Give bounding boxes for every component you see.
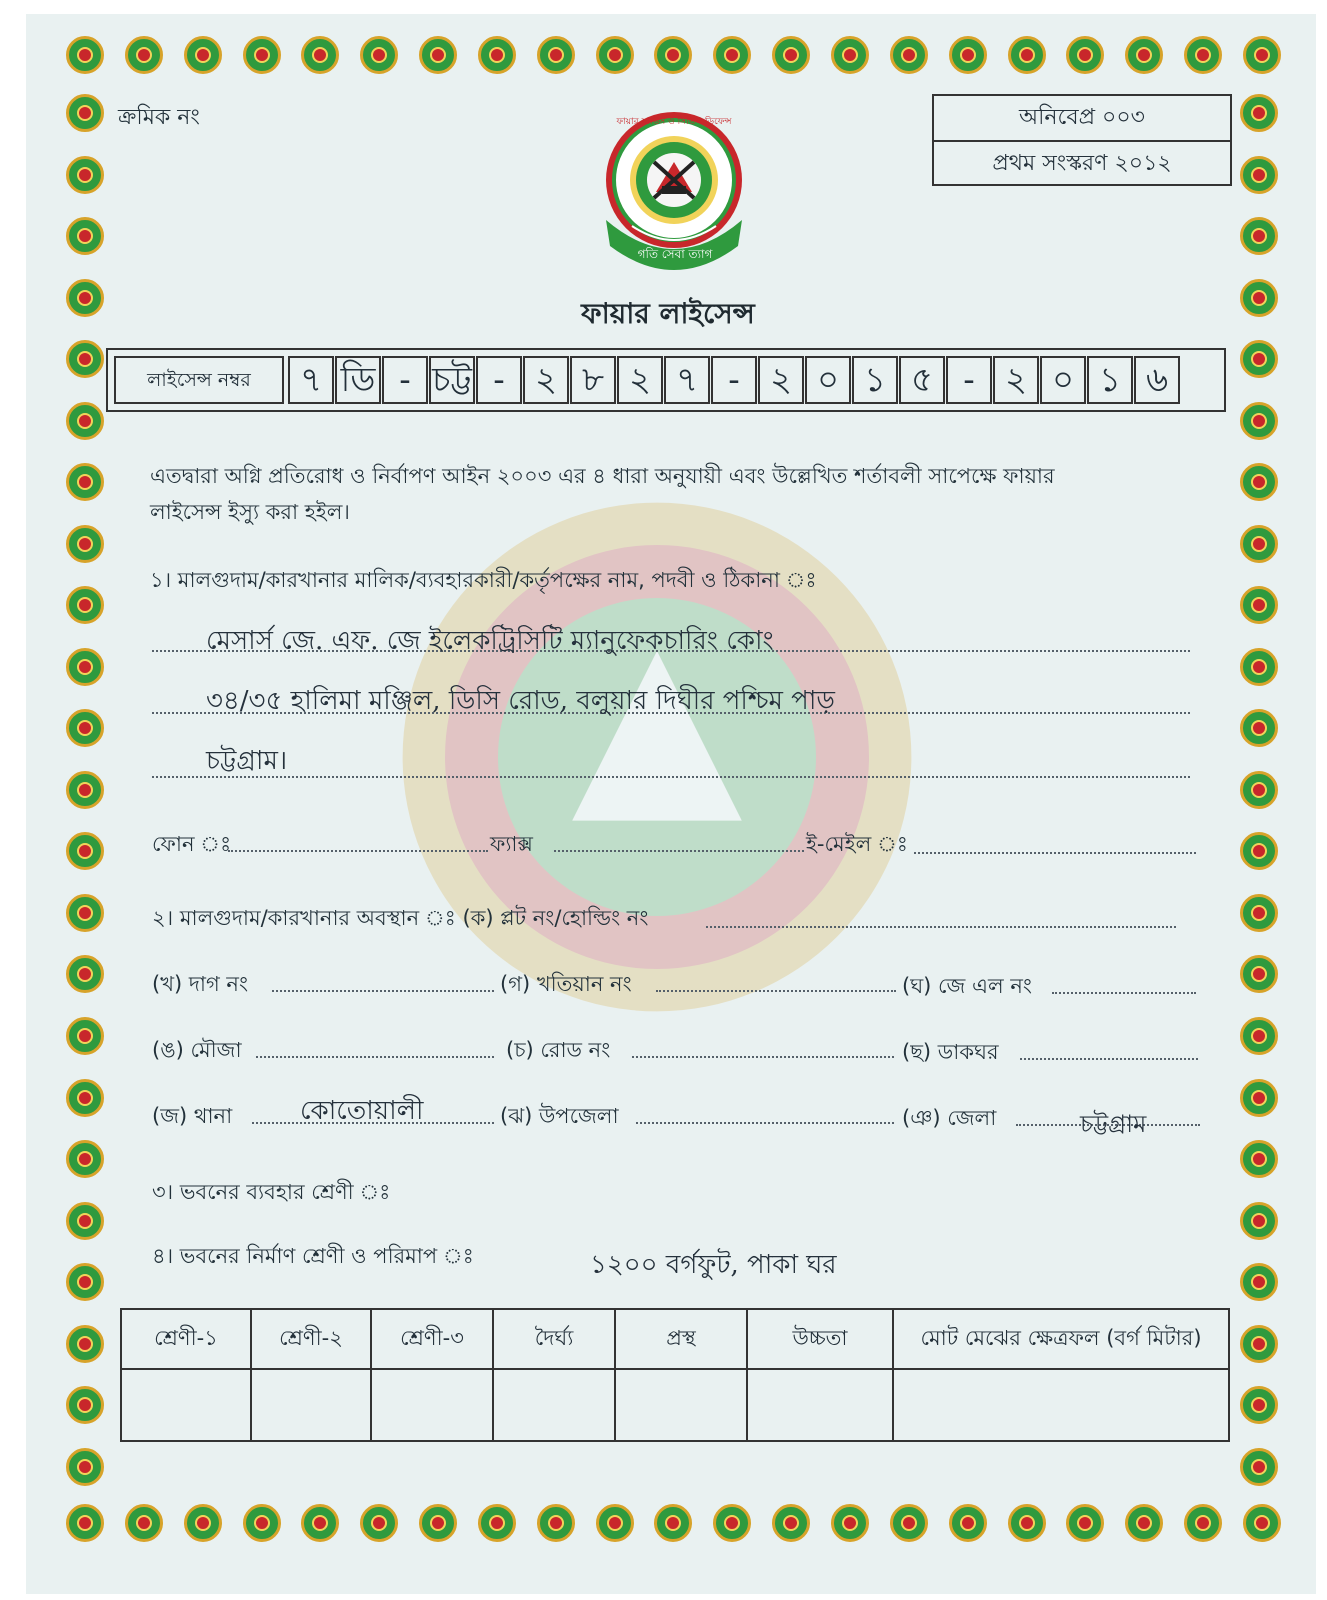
medallion-icon — [419, 36, 457, 74]
emblem-country: বাংলাদেশ — [652, 222, 696, 235]
medallion-icon — [66, 1325, 104, 1363]
medallion-icon — [772, 1504, 810, 1542]
medallion-icon — [831, 36, 869, 74]
medallion-icon — [66, 36, 104, 74]
medallion-icon — [1243, 1504, 1281, 1542]
medallion-icon — [596, 1504, 634, 1542]
page-title: ফায়ার লাইসেন্স — [581, 297, 755, 330]
medallion-icon — [1240, 709, 1278, 747]
mouza-field — [256, 1056, 494, 1058]
medallion-icon — [66, 832, 104, 870]
medallion-icon — [537, 1504, 575, 1542]
khatian-label: (গ) খতিয়ান নং — [500, 972, 632, 996]
medallion-icon — [1240, 1263, 1278, 1301]
medallion-icon — [537, 36, 575, 74]
medallion-icon — [66, 894, 104, 932]
medallion-icon — [890, 36, 928, 74]
license-number-label: লাইসেন্স নম্বর — [114, 356, 284, 404]
medallion-icon — [1240, 525, 1278, 563]
construction-value: ১২০০ বর্গফুট, পাকা ঘর — [590, 1250, 837, 1280]
medallion-icon — [66, 525, 104, 563]
border-bottom — [66, 1504, 1281, 1542]
table-cell[interactable] — [371, 1369, 493, 1441]
license-char-box: - — [382, 356, 428, 404]
medallion-icon — [1240, 402, 1278, 440]
header-height: উচ্চতা — [747, 1309, 893, 1369]
fax-label: ফ্যাক্স — [490, 832, 533, 856]
medallion-icon — [713, 1504, 751, 1542]
road-label: (চ) রোড নং — [506, 1038, 611, 1062]
medallion-icon — [1240, 463, 1278, 501]
medallion-icon — [1240, 1202, 1278, 1240]
medallion-icon — [1240, 340, 1278, 378]
medallion-icon — [1240, 771, 1278, 809]
edition-text: প্রথম সংস্করণ ২০১২ — [992, 151, 1172, 176]
medallion-icon — [1008, 36, 1046, 74]
emblem-motto: গতি সেবা ত্যাগ — [637, 247, 713, 261]
email-label: ই-মেইল ঃ — [806, 832, 908, 856]
medallion-icon — [890, 1504, 928, 1542]
header-length: দৈর্ঘ্য — [493, 1309, 615, 1369]
khatian-field — [656, 990, 896, 992]
form-code: অনিবেপ্র ০০৩ — [934, 96, 1230, 142]
medallion-icon — [66, 1079, 104, 1117]
postoffice-label: (ছ) ডাকঘর — [902, 1040, 999, 1064]
intro-line-2: লাইসেন্স ইস্যু করা হইল। — [150, 500, 350, 524]
medallion-icon — [66, 1504, 104, 1542]
table-cell[interactable] — [493, 1369, 615, 1441]
medallion-icon — [1240, 586, 1278, 624]
medallion-icon — [1240, 955, 1278, 993]
medallion-icon — [1240, 1386, 1278, 1424]
medallion-icon — [1240, 1140, 1278, 1178]
medallion-icon — [243, 36, 281, 74]
license-number-box — [106, 348, 1226, 412]
jl-field — [1052, 992, 1196, 994]
license-char-box: ৮ — [570, 356, 616, 404]
license-char-box: ১ — [1087, 356, 1133, 404]
license-char-box: ৫ — [899, 356, 945, 404]
medallion-icon — [66, 1386, 104, 1424]
table-cell[interactable] — [747, 1369, 893, 1441]
thana-label: (জ) থানা — [152, 1104, 233, 1128]
medallion-icon — [596, 36, 634, 74]
license-char-box: ৭ — [664, 356, 710, 404]
medallion-icon — [184, 1504, 222, 1542]
medallion-icon — [1008, 1504, 1046, 1542]
table-cell[interactable] — [893, 1369, 1229, 1441]
license-number-characters — [288, 356, 1181, 404]
medallion-icon — [66, 771, 104, 809]
section-3-label: ৩। ভবনের ব্যবহার শ্রেণী ঃ — [152, 1180, 391, 1204]
header-total-area: মোট মেঝের ক্ষেত্রফল (বর্গ মিটার) — [893, 1309, 1229, 1369]
medallion-icon — [1240, 648, 1278, 686]
license-char-box: চট্ট — [429, 356, 475, 404]
medallion-icon — [1240, 279, 1278, 317]
medallion-icon — [419, 1504, 457, 1542]
medallion-icon — [66, 156, 104, 194]
medallion-icon — [66, 340, 104, 378]
owner-name: মেসার্স জে. এফ. জে ইলেকট্রিসিটি ম্যানুফেকচারিং কোং — [206, 626, 774, 656]
building-measurement-table — [120, 1308, 1230, 1442]
medallion-icon — [66, 1140, 104, 1178]
medallion-icon — [949, 36, 987, 74]
medallion-icon — [66, 217, 104, 255]
medallion-icon — [66, 1448, 104, 1486]
table-cell[interactable] — [121, 1369, 251, 1441]
serial-number-label: ক্রমিক নং — [118, 105, 200, 130]
owner-address: ৩৪/৩৫ হালিমা মঞ্জিল, ডিসি রোড, বলুয়ার দিঘীর পশ্চিম পাড় — [206, 686, 835, 716]
medallion-icon — [66, 1263, 104, 1301]
table-header-row — [121, 1309, 1229, 1369]
medallion-icon — [66, 648, 104, 686]
medallion-icon — [1240, 217, 1278, 255]
section-1-label: ১। মালগুদাম/কারখানার মালিক/ব্যবহারকারী/কর্তৃপক্ষের নাম, পদবী ও ঠিকানা ঃ — [150, 568, 817, 592]
upazila-label: (ঝ) উপজেলা — [500, 1104, 619, 1128]
table-cell[interactable] — [615, 1369, 747, 1441]
border-left — [66, 94, 104, 1486]
medallion-icon — [66, 955, 104, 993]
medallion-icon — [478, 1504, 516, 1542]
intro-line-1: এতদ্বারা অগ্নি প্রতিরোধ ও নির্বাপণ আইন ২০০৩ এর ৪ ধারা অনুযায়ী এবং উল্লেখিত শর্তাবলী সাপেক্ষে ফায়ার — [150, 464, 1055, 488]
mouza-label: (ঙ) মৌজা — [152, 1038, 242, 1062]
medallion-icon — [125, 36, 163, 74]
medallion-icon — [1125, 36, 1163, 74]
medallion-icon — [66, 463, 104, 501]
medallion-icon — [66, 1017, 104, 1055]
border-top — [66, 36, 1281, 74]
medallion-icon — [1240, 1079, 1278, 1117]
owner-line-3 — [152, 776, 1190, 778]
road-field — [632, 1056, 894, 1058]
medallion-icon — [1240, 156, 1278, 194]
district-value: চট্টগ্রাম — [1080, 1110, 1147, 1138]
header-class-3: শ্রেণী-৩ — [371, 1309, 493, 1369]
medallion-icon — [1240, 94, 1278, 132]
medallion-icon — [66, 402, 104, 440]
license-char-box: ০ — [805, 356, 851, 404]
license-char-box: - — [946, 356, 992, 404]
medallion-icon — [243, 1504, 281, 1542]
license-char-box: ডি — [335, 356, 381, 404]
section-2-label: ২। মালগুদাম/কারখানার অবস্থান ঃ (ক) প্লট নং/হোল্ডিং নং — [152, 906, 649, 930]
table-row — [121, 1369, 1229, 1441]
medallion-icon — [1243, 36, 1281, 74]
header-class-2: শ্রেণী-২ — [251, 1309, 371, 1369]
district-label: (ঞ) জেলা — [902, 1106, 997, 1130]
section-4-label: ৪। ভবনের নির্মাণ শ্রেণী ও পরিমাপ ঃ — [152, 1244, 474, 1268]
medallion-icon — [1184, 1504, 1222, 1542]
medallion-icon — [478, 36, 516, 74]
medallion-icon — [1240, 894, 1278, 932]
license-char-box: ২ — [993, 356, 1039, 404]
medallion-icon — [831, 1504, 869, 1542]
medallion-icon — [301, 1504, 339, 1542]
license-char-box: ০ — [1040, 356, 1086, 404]
medallion-icon — [772, 36, 810, 74]
phone-field — [228, 850, 488, 852]
medallion-icon — [1240, 1448, 1278, 1486]
license-char-box: ৬ — [1134, 356, 1180, 404]
medallion-icon — [1184, 36, 1222, 74]
medallion-icon — [184, 36, 222, 74]
license-char-box: - — [476, 356, 522, 404]
dag-field — [272, 990, 494, 992]
thana-value: কোতোয়ালী — [300, 1096, 424, 1126]
email-field — [914, 852, 1196, 854]
medallion-icon — [654, 36, 692, 74]
postoffice-field — [1020, 1058, 1198, 1060]
border-right — [1240, 94, 1278, 1486]
header-width: প্রস্থ — [615, 1309, 747, 1369]
medallion-icon — [301, 36, 339, 74]
medallion-icon — [949, 1504, 987, 1542]
medallion-icon — [360, 1504, 398, 1542]
license-char-box: ২ — [617, 356, 663, 404]
medallion-icon — [713, 36, 751, 74]
medallion-icon — [66, 94, 104, 132]
license-char-box: - — [711, 356, 757, 404]
medallion-icon — [1240, 832, 1278, 870]
upazila-field — [636, 1122, 894, 1124]
license-char-box: ৭ — [288, 356, 334, 404]
medallion-icon — [360, 36, 398, 74]
medallion-icon — [1240, 1017, 1278, 1055]
medallion-icon — [66, 1202, 104, 1240]
phone-label: ফোন ঃ — [152, 832, 232, 856]
emblem-ring-text: ফায়ার সার্ভিস ও সিভিল ডিফেন্স — [616, 117, 732, 127]
license-char-box: ১ — [852, 356, 898, 404]
fax-field — [554, 850, 804, 852]
license-char-box: ২ — [758, 356, 804, 404]
medallion-icon — [1125, 1504, 1163, 1542]
header-class-1: শ্রেণী-১ — [121, 1309, 251, 1369]
medallion-icon — [1066, 36, 1104, 74]
medallion-icon — [66, 279, 104, 317]
plot-holding-field — [706, 926, 1176, 928]
license-char-box: ২ — [523, 356, 569, 404]
dag-label: (খ) দাগ নং — [152, 972, 248, 996]
medallion-icon — [125, 1504, 163, 1542]
table-cell[interactable] — [251, 1369, 371, 1441]
jl-label: (ঘ) জে এল নং — [902, 974, 1032, 998]
medallion-icon — [66, 709, 104, 747]
owner-city: চট্টগ্রাম। — [206, 746, 288, 776]
medallion-icon — [66, 586, 104, 624]
form-code-box — [932, 94, 1232, 186]
medallion-icon — [1066, 1504, 1104, 1542]
medallion-icon — [654, 1504, 692, 1542]
medallion-icon — [1240, 1325, 1278, 1363]
